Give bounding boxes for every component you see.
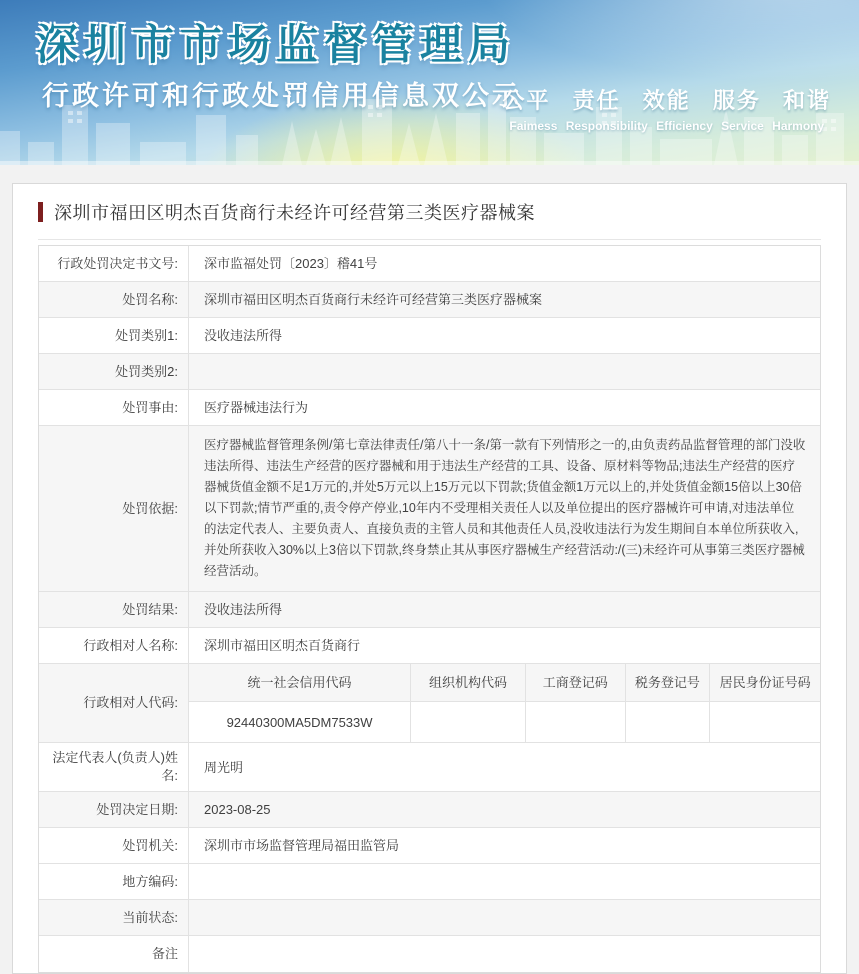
- row-value: 深圳市福田区明杰百货商行未经许可经营第三类医疗器械案: [189, 282, 820, 317]
- row-value: 医疗器械监督管理条例/第七章法律责任/第八十一条/第一款有下列情形之一的,由负责药品监督管理的部门没收违法所得、违法生产经营的医疗器械和用于违法生产经营的工具、设备、原材料等物品;违法生产经营的医疗器械货值金额不足1万元的,并处5万元以上15万元以下罚款;货值金额1万元以上的,并处货值金额15倍以上30倍以下罚款;情节严重的,责令停产停业,10年内不受理相关责任人以及单位提出的医疗器械许可申请,对违法单位的法定代表人、主要负责人、直接负责的主管人员和其他责任人员,没收违法行为发生期间自本单位所获收入,并处所获收入30%以上3倍以下罚款,终身禁止其从事医疗器械生产经营活动:/(三)未经许可从事第三类医疗器械经营活动。: [189, 426, 820, 591]
- site-subtitle: 行政许可和行政处罚信用信息双公示: [42, 81, 522, 111]
- table-row-party-codes: [39, 664, 820, 743]
- row-label: 处罚依据:: [39, 426, 189, 591]
- row-label: 法定代表人(负责人)姓名:: [39, 743, 189, 791]
- party-code-value-row: [189, 702, 820, 742]
- id-number-value: [710, 702, 820, 742]
- site-banner: [0, 0, 859, 165]
- table-row-penalty-basis: [39, 426, 820, 592]
- column-header: 工商登记码: [526, 664, 626, 701]
- penalty-info-table: [38, 245, 821, 973]
- table-row-decision-date: [39, 792, 820, 828]
- table-row-current-status: [39, 900, 820, 936]
- row-value: 2023-08-25: [189, 792, 820, 827]
- content-panel: [12, 183, 847, 974]
- row-label: 备注: [39, 936, 189, 972]
- row-label: 处罚事由:: [39, 390, 189, 425]
- row-value: 深市监福处罚〔2023〕稽41号: [204, 256, 378, 271]
- credit-code-value: 92440300MA5DM7533W: [189, 702, 411, 742]
- party-code-table: [189, 664, 820, 742]
- row-value: 周光明: [204, 759, 244, 775]
- table-row-penalty-authority: [39, 828, 820, 864]
- table-row-remarks: [39, 936, 820, 972]
- row-value: [189, 354, 820, 389]
- row-label: 当前状态:: [39, 900, 189, 935]
- column-header: 税务登记号: [626, 664, 711, 701]
- slogan-chinese: 公平 责任 效能 服务 和谐: [502, 88, 831, 113]
- column-header: 统一社会信用代码: [189, 664, 411, 701]
- table-row-local-code: [39, 864, 820, 900]
- row-label: 行政相对人代码:: [39, 664, 189, 742]
- table-row-penalty-reason: [39, 390, 820, 426]
- slogan-english: Faimess Responsibility Efficiency Service Harmony: [509, 119, 825, 133]
- row-value: 深圳市福田区明杰百货商行: [204, 638, 361, 653]
- business-reg-value: [526, 702, 626, 742]
- row-label: 处罚类别1:: [39, 318, 189, 353]
- table-row-party-name: [39, 628, 820, 664]
- row-value: 医疗器械违法行为: [204, 400, 309, 415]
- table-row-penalty-result: [39, 592, 820, 628]
- table-row-penalty-name: [39, 282, 820, 318]
- table-row-document-number: [39, 246, 820, 282]
- org-code-value: [411, 702, 526, 742]
- row-label: 处罚结果:: [39, 592, 189, 627]
- row-value: [189, 936, 820, 972]
- row-label: 地方编码:: [39, 864, 189, 899]
- table-row-legal-representative: [39, 743, 820, 792]
- party-code-header-row: [189, 664, 820, 702]
- row-label: 处罚决定日期:: [39, 792, 189, 827]
- row-label: 处罚机关:: [39, 828, 189, 863]
- row-label: 处罚类别2:: [39, 354, 189, 389]
- table-row-category-2: [39, 354, 820, 390]
- title-marker: [38, 202, 43, 222]
- column-header: 组织机构代码: [411, 664, 526, 701]
- row-label: 行政处罚决定书文号:: [39, 246, 189, 281]
- row-value: 没收违法所得: [189, 592, 820, 627]
- case-title-row: [38, 198, 821, 226]
- row-label: 处罚名称:: [39, 282, 189, 317]
- page-title: 深圳市福田区明杰百货商行未经许可经营第三类医疗器械案: [54, 203, 535, 223]
- row-value: [189, 864, 820, 899]
- slogan: [503, 84, 831, 133]
- row-label: 行政相对人名称:: [39, 628, 189, 663]
- tax-reg-value: [626, 702, 711, 742]
- title-divider: [38, 239, 821, 240]
- row-value: 没收违法所得: [204, 328, 283, 343]
- column-header: 居民身份证号码: [719, 675, 811, 690]
- site-title: 深圳市市场监督管理局: [36, 21, 517, 68]
- row-value: [189, 900, 820, 935]
- row-value: 深圳市市场监督管理局福田监管局: [204, 838, 400, 853]
- table-row-category-1: [39, 318, 820, 354]
